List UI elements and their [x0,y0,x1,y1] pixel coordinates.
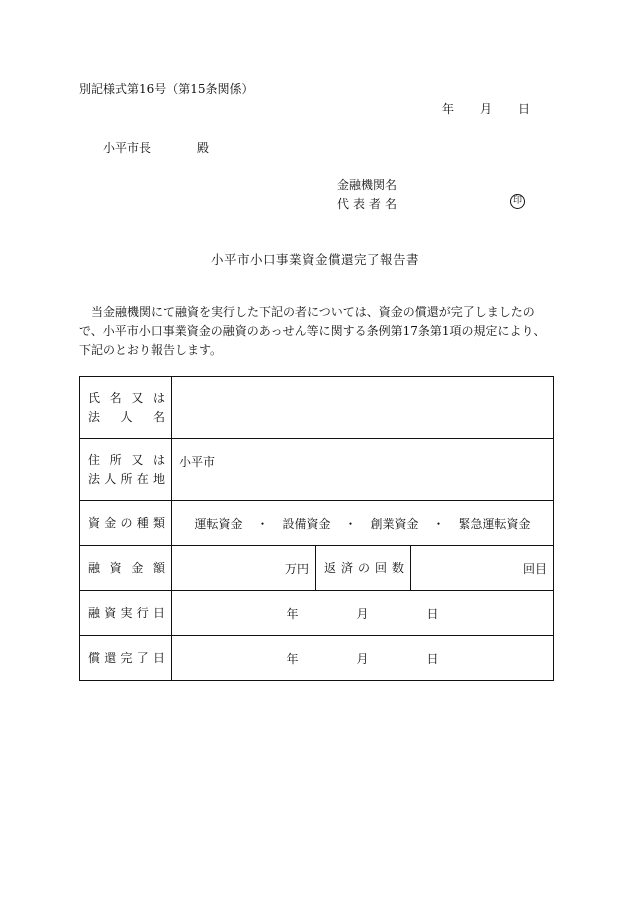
honorific: 殿 [197,141,210,155]
repayment-count-field[interactable] [411,546,554,591]
address-label-line-1: 住 所 又 は [88,452,165,467]
address-value: 小平市 [179,455,216,469]
date-year: 年 [442,102,455,116]
fund-type-label-cell: 資 金 の 種 類 [80,501,172,546]
address-label-cell [80,439,172,501]
amount-unit: 万円 [284,561,309,576]
name-label-line-2: 法 人 名 [88,409,165,424]
fund-type-equipment[interactable]: 設備資金 [282,516,331,531]
date-month: 月 [480,102,493,116]
fund-type-startup[interactable]: 創業資金 [370,516,419,531]
report-body-text: 当金融機関にて融資を実行した下記の者については、資金の償還が完了しましたので、小平市小口事業資金の融資のあっせん等に関する条例第17条第1項の規定により、下記のとおり報告します。 [79,305,546,357]
fund-type-emergency[interactable]: 緊急運転資金 [458,516,531,531]
fund-type-options [172,501,554,546]
execution-date-label-cell: 融 資 実 行 日 [80,591,172,636]
repayment-count-label-cell: 返 済 の 回 数 [316,546,411,591]
name-value-field[interactable] [172,377,554,439]
fund-type-separator: ・ [256,516,269,531]
name-label-line-1: 氏 名 又 は [88,390,165,405]
table-row-address [80,439,554,501]
fund-type-separator: ・ [432,516,445,531]
fund-type-operating[interactable]: 運転資金 [194,516,243,531]
date-day: 日 [518,102,531,116]
count-unit: 回目 [523,561,548,576]
execution-date-field[interactable]: 年 月 日 [172,591,554,636]
completion-date-label-cell: 償 還 完 了 日 [80,636,172,681]
seal-mark: 印 [510,194,525,209]
addressee [103,139,209,156]
addressee-name: 小平市長 [103,141,152,155]
address-value-field[interactable] [172,439,554,501]
name-label-cell [80,377,172,439]
institution-name-label: 金融機関名 [337,178,398,192]
form-number: 別記様式第16号（第15条関係） [79,82,254,96]
table-row-amount [80,546,554,591]
table-row-completion-date [80,636,554,681]
address-label-line-2: 法 人 所 在 地 [88,471,165,486]
document-title: 小平市小口事業資金償還完了報告書 [210,252,419,267]
table-row-execution-date [80,591,554,636]
report-table [79,376,554,681]
table-row-fund-type [80,501,554,546]
loan-amount-label-cell: 融 資 金 額 [80,546,172,591]
representative-label: 代表者名 [337,197,402,211]
fund-type-separator: ・ [344,516,357,531]
table-row-name [80,377,554,439]
loan-amount-field[interactable] [172,546,316,591]
submission-date [442,100,530,117]
completion-date-field[interactable]: 年 月 日 [172,636,554,681]
